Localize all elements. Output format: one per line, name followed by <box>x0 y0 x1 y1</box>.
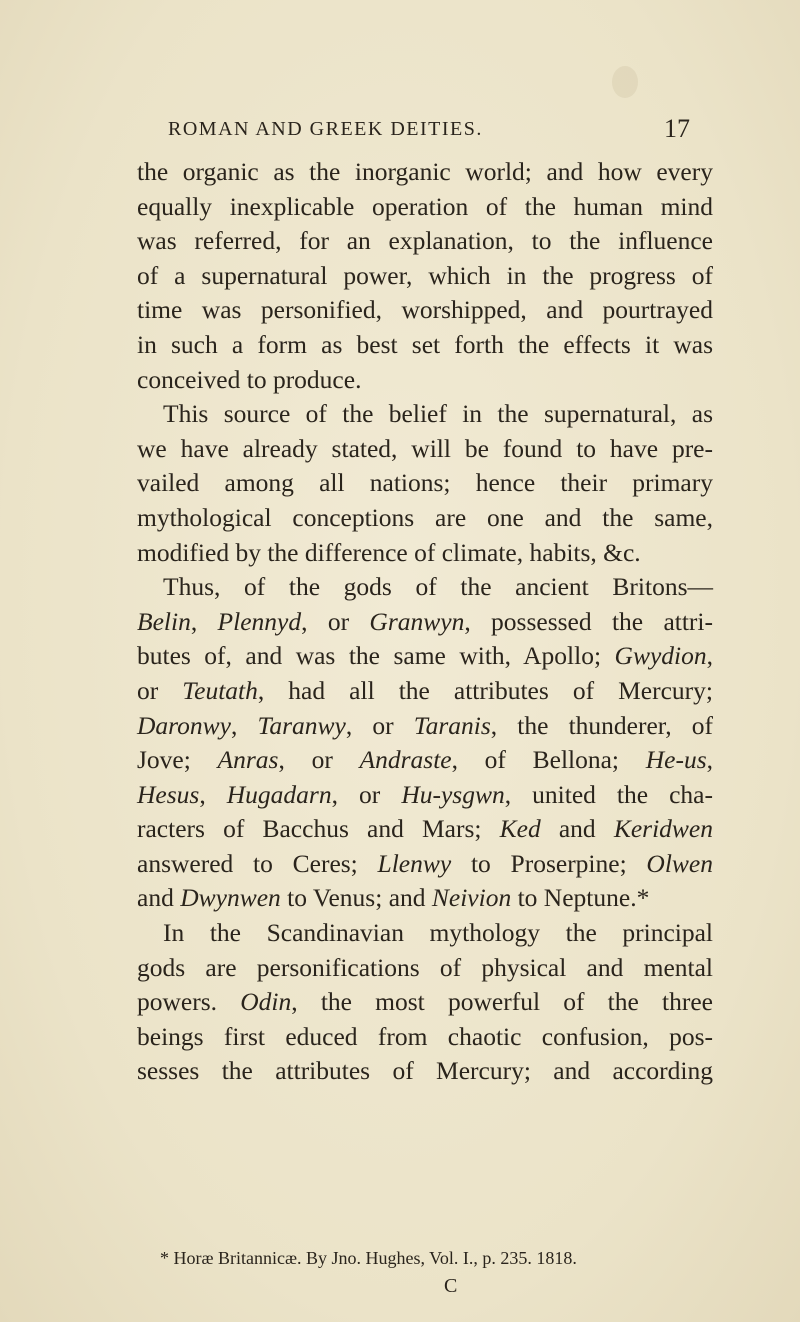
text-line: time was personified, worshipped, and pourtrayed <box>137 295 713 325</box>
paper-stain <box>612 66 638 98</box>
body-text <box>137 155 713 1089</box>
text-line: vailed among all nations; hence their primary <box>137 468 713 498</box>
page-header <box>138 111 716 147</box>
text-line: racters of Bacchus and Mars; Ked and Keridwen <box>137 814 713 844</box>
text-line: in such a form as best set forth the effects it was <box>137 329 713 359</box>
text-line: beings first educed from chaotic confusion, pos- <box>137 1021 713 1051</box>
text-line: Jove; Anras, or Andraste, of Bellona; He-us, <box>137 745 714 775</box>
text-line: butes of, and was the same with, Apollo; Gwydion, <box>137 641 713 671</box>
text-line: was referred, for an explanation, to the influence <box>137 226 713 256</box>
signature-mark: C <box>444 1275 458 1297</box>
text-line: modified by the difference of climate, habits, &c. <box>137 537 641 567</box>
text-line: Thus, of the gods of the ancient Britons— <box>163 572 713 602</box>
text-line: we have already stated, will be found to have pre- <box>137 433 713 463</box>
text-line: This source of the belief in the supernatural, as <box>163 399 713 429</box>
text-line: Daronwy, Taranwy, or Taranis, the thunderer, of <box>137 710 713 740</box>
text-line: conceived to produce. <box>137 364 362 394</box>
text-line: sesses the attributes of Mercury; and according <box>137 1056 713 1086</box>
text-line: In the Scandinavian mythology the principal <box>163 918 713 948</box>
text-line: Belin, Plennyd, or Granwyn, possessed the attri- <box>137 606 713 636</box>
text-line: the organic as the inorganic world; and how every <box>137 157 713 186</box>
text-line: equally inexplicable operation of the human mind <box>137 191 713 221</box>
text-line: answered to Ceres; Llenwy to Proserpine; Olwen <box>137 848 713 878</box>
text-line: Hesus, Hugadarn, or Hu-ysgwn, united the cha- <box>137 779 713 809</box>
footnote: * Horæ Britannicæ. By Jno. Hughes, Vol. I., p. 235. 1818. <box>160 1248 577 1268</box>
page-number: 17 <box>664 114 690 143</box>
text-line: gods are personifications of physical and mental <box>137 952 713 982</box>
running-title: ROMAN AND GREEK DEITIES. <box>168 118 483 140</box>
text-line: powers. Odin, the most powerful of the three <box>137 987 713 1017</box>
text-line: and Dwynwen to Venus; and Neivion to Neptune.* <box>137 883 650 913</box>
text-line: or Teutath, had all the attributes of Mercury; <box>137 675 714 705</box>
text-line: of a supernatural power, which in the progress of <box>137 260 713 290</box>
text-line: mythological conceptions are one and the same, <box>137 502 713 532</box>
